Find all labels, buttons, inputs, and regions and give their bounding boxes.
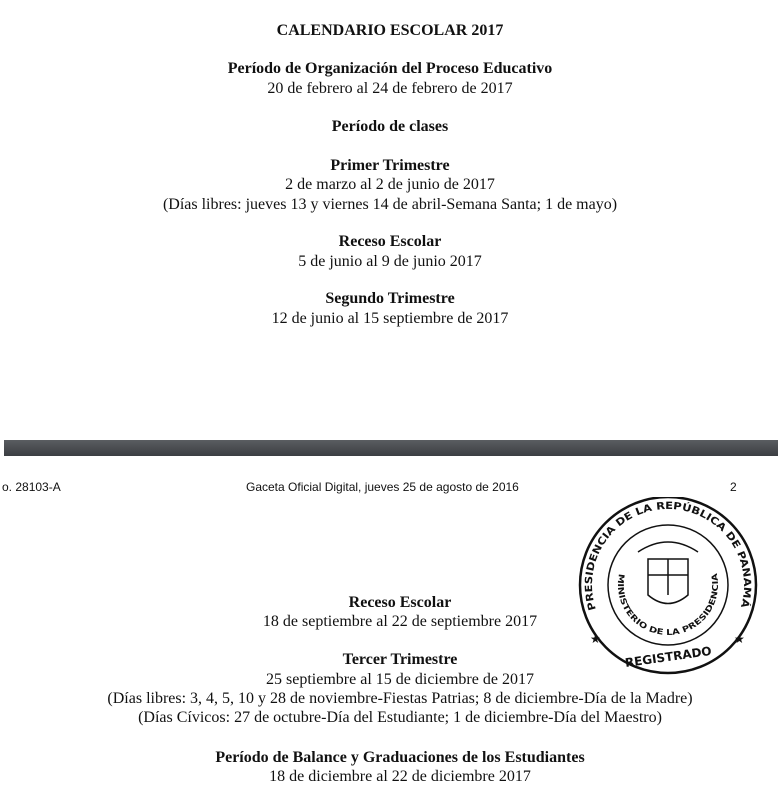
t3-note-holidays: (Días libres: 3, 4, 5, 10 y 28 de noviembre-Fiestas Patrias; 8 de diciembre-Día de la Madre) — [107, 690, 693, 707]
page-number: 2 — [730, 480, 737, 494]
classes-heading: Período de clases — [331, 118, 449, 135]
gazette-title: Gaceta Oficial Digital, jueves 25 de agosto de 2016 — [246, 480, 519, 494]
r2-heading: Receso Escolar — [348, 594, 452, 611]
page-separator — [4, 440, 778, 456]
registration-seal-stamp — [568, 497, 768, 675]
star-icon: ★ — [734, 632, 745, 646]
t1-dates: 2 de marzo al 2 de junio de 2017 — [285, 176, 495, 193]
seal-inner-text: MINISTERIO DE LA PRESIDENCIA — [615, 573, 721, 638]
t2-dates: 12 de junio al 15 septiembre de 2017 — [271, 310, 509, 327]
seal-registered-text: REGISTRADO — [624, 643, 713, 670]
star-icon: ★ — [590, 632, 601, 646]
seal-outer-text: PRESIDENCIA DE LA REPÚBLICA DE PANAMÁ — [583, 500, 753, 612]
gazette-number: o. 28103-A — [2, 480, 61, 494]
document-title: CALENDARIO ESCOLAR 2017 — [276, 22, 504, 39]
r1-heading: Receso Escolar — [338, 233, 442, 250]
t3-heading: Tercer Trimestre — [342, 651, 458, 668]
t1-heading: Primer Trimestre — [330, 157, 450, 174]
balance-dates: 18 de diciembre al 22 de diciembre 2017 — [269, 768, 531, 785]
t2-heading: Segundo Trimestre — [325, 290, 455, 307]
r1-dates: 5 de junio al 9 de junio 2017 — [298, 253, 482, 270]
org-dates: 20 de febrero al 24 de febrero de 2017 — [267, 80, 513, 97]
t3-dates: 25 septiembre al 15 de diciembre de 2017 — [266, 671, 534, 688]
t1-note: (Días libres: jueves 13 y viernes 14 de abril-Semana Santa; 1 de mayo) — [162, 196, 618, 213]
balance-heading: Período de Balance y Graduaciones de los Estudiantes — [215, 749, 585, 766]
t3-note-civic: (Días Cívicos: 27 de octubre-Día del Estudiante; 1 de diciembre-Día del Maestro) — [138, 709, 662, 726]
r2-dates: 18 de septiembre al 22 de septiembre 2017 — [262, 613, 538, 630]
org-heading: Período de Organización del Proceso Educativo — [227, 60, 553, 77]
